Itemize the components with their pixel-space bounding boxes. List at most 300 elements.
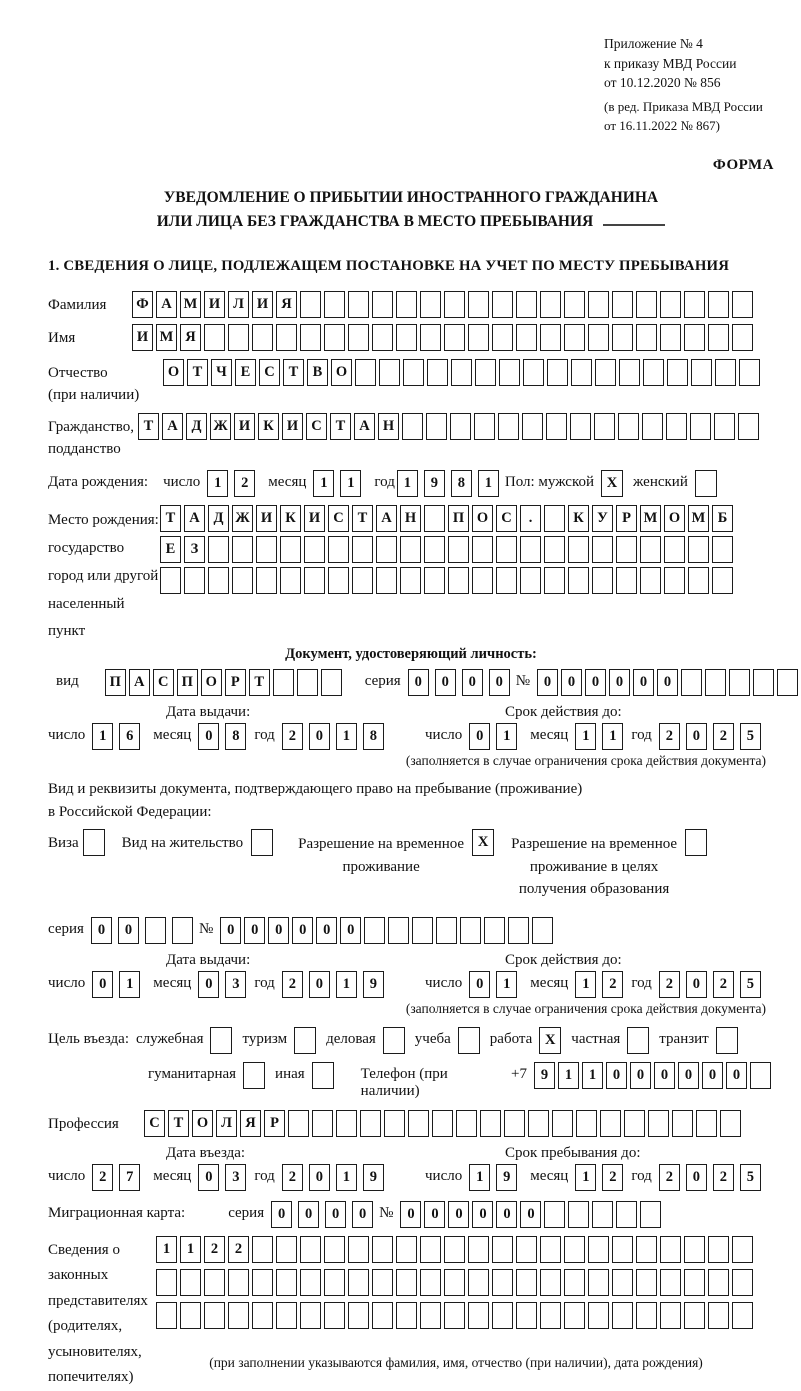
char-cell[interactable] bbox=[444, 1269, 465, 1296]
char-cell[interactable]: 1 bbox=[478, 470, 499, 497]
char-cell[interactable] bbox=[273, 669, 294, 696]
char-cell[interactable]: 0 bbox=[469, 971, 490, 998]
char-cell[interactable] bbox=[280, 536, 301, 563]
char-cell[interactable]: С bbox=[259, 359, 280, 386]
char-cell[interactable] bbox=[708, 1236, 729, 1263]
char-cell[interactable]: 0 bbox=[198, 723, 219, 750]
char-cell[interactable]: А bbox=[156, 291, 177, 318]
char-cell[interactable]: 2 bbox=[204, 1236, 225, 1263]
char-cell[interactable] bbox=[564, 324, 585, 351]
char-cell[interactable] bbox=[732, 324, 753, 351]
char-cell[interactable]: Т bbox=[187, 359, 208, 386]
char-cell[interactable] bbox=[204, 324, 225, 351]
purpose-other-checkbox[interactable] bbox=[312, 1062, 334, 1089]
char-cell[interactable] bbox=[420, 1236, 441, 1263]
char-cell[interactable] bbox=[324, 1236, 345, 1263]
char-cell[interactable] bbox=[396, 324, 417, 351]
sex-female-checkbox[interactable] bbox=[695, 470, 717, 497]
char-cell[interactable]: 1 bbox=[575, 723, 596, 750]
char-cell[interactable] bbox=[232, 567, 253, 594]
char-cell[interactable] bbox=[352, 536, 373, 563]
char-cell[interactable] bbox=[691, 359, 712, 386]
char-cell[interactable]: 1 bbox=[92, 723, 113, 750]
char-cell[interactable]: 0 bbox=[686, 971, 707, 998]
char-cell[interactable] bbox=[300, 1269, 321, 1296]
char-cell[interactable] bbox=[360, 1110, 381, 1137]
char-cell[interactable] bbox=[460, 917, 481, 944]
char-cell[interactable] bbox=[516, 1269, 537, 1296]
char-cell[interactable] bbox=[684, 324, 705, 351]
char-cell[interactable] bbox=[642, 413, 663, 440]
char-cell[interactable] bbox=[753, 669, 774, 696]
char-cell[interactable] bbox=[379, 359, 400, 386]
char-cell[interactable]: Т bbox=[168, 1110, 189, 1137]
char-cell[interactable] bbox=[636, 324, 657, 351]
char-cell[interactable] bbox=[588, 1269, 609, 1296]
char-cell[interactable] bbox=[522, 413, 543, 440]
char-cell[interactable]: А bbox=[162, 413, 183, 440]
char-cell[interactable] bbox=[544, 505, 565, 532]
purpose-business-checkbox[interactable] bbox=[383, 1027, 405, 1054]
char-cell[interactable] bbox=[600, 1110, 621, 1137]
char-cell[interactable]: 3 bbox=[225, 971, 246, 998]
char-cell[interactable]: К bbox=[258, 413, 279, 440]
char-cell[interactable]: 2 bbox=[602, 1164, 623, 1191]
char-cell[interactable]: К bbox=[280, 505, 301, 532]
char-cell[interactable] bbox=[636, 1236, 657, 1263]
char-cell[interactable] bbox=[348, 291, 369, 318]
char-cell[interactable] bbox=[288, 1110, 309, 1137]
char-cell[interactable] bbox=[684, 1302, 705, 1329]
temp-permit-checkbox[interactable]: X bbox=[472, 829, 494, 856]
char-cell[interactable] bbox=[468, 1236, 489, 1263]
char-cell[interactable]: Н bbox=[400, 505, 421, 532]
char-cell[interactable] bbox=[588, 1302, 609, 1329]
char-cell[interactable] bbox=[456, 1110, 477, 1137]
char-cell[interactable] bbox=[321, 669, 342, 696]
char-cell[interactable] bbox=[540, 1269, 561, 1296]
char-cell[interactable] bbox=[472, 567, 493, 594]
char-cell[interactable]: Т bbox=[352, 505, 373, 532]
char-cell[interactable] bbox=[172, 917, 193, 944]
char-cell[interactable] bbox=[516, 1302, 537, 1329]
char-cell[interactable] bbox=[300, 291, 321, 318]
char-cell[interactable] bbox=[684, 1269, 705, 1296]
char-cell[interactable]: 2 bbox=[713, 723, 734, 750]
char-cell[interactable]: С bbox=[144, 1110, 165, 1137]
char-cell[interactable] bbox=[592, 1201, 613, 1228]
char-cell[interactable]: 0 bbox=[678, 1062, 699, 1089]
char-cell[interactable]: 2 bbox=[602, 971, 623, 998]
char-cell[interactable] bbox=[666, 413, 687, 440]
char-cell[interactable]: 0 bbox=[472, 1201, 493, 1228]
char-cell[interactable] bbox=[696, 1110, 717, 1137]
char-cell[interactable]: Н bbox=[378, 413, 399, 440]
char-cell[interactable] bbox=[204, 1302, 225, 1329]
char-cell[interactable]: О bbox=[331, 359, 352, 386]
char-cell[interactable] bbox=[564, 1269, 585, 1296]
char-cell[interactable] bbox=[616, 567, 637, 594]
char-cell[interactable]: 2 bbox=[234, 470, 255, 497]
char-cell[interactable]: З bbox=[184, 536, 205, 563]
char-cell[interactable]: 0 bbox=[686, 723, 707, 750]
purpose-work-checkbox[interactable]: X bbox=[539, 1027, 561, 1054]
char-cell[interactable] bbox=[492, 291, 513, 318]
char-cell[interactable] bbox=[444, 291, 465, 318]
char-cell[interactable] bbox=[708, 291, 729, 318]
char-cell[interactable] bbox=[300, 324, 321, 351]
char-cell[interactable] bbox=[504, 1110, 525, 1137]
purpose-humanitarian-checkbox[interactable] bbox=[243, 1062, 265, 1089]
char-cell[interactable] bbox=[571, 359, 592, 386]
char-cell[interactable]: 2 bbox=[659, 723, 680, 750]
char-cell[interactable] bbox=[444, 1236, 465, 1263]
char-cell[interactable]: 0 bbox=[489, 669, 510, 696]
char-cell[interactable]: 0 bbox=[400, 1201, 421, 1228]
char-cell[interactable] bbox=[712, 536, 733, 563]
char-cell[interactable] bbox=[508, 917, 529, 944]
char-cell[interactable] bbox=[228, 1302, 249, 1329]
char-cell[interactable]: 9 bbox=[534, 1062, 555, 1089]
char-cell[interactable]: 1 bbox=[336, 971, 357, 998]
sex-male-checkbox[interactable]: X bbox=[601, 470, 623, 497]
char-cell[interactable]: О bbox=[201, 669, 222, 696]
char-cell[interactable]: Т bbox=[249, 669, 270, 696]
char-cell[interactable]: У bbox=[592, 505, 613, 532]
residence-permit-checkbox[interactable] bbox=[251, 829, 273, 856]
char-cell[interactable] bbox=[376, 536, 397, 563]
char-cell[interactable] bbox=[516, 324, 537, 351]
char-cell[interactable]: Л bbox=[228, 291, 249, 318]
char-cell[interactable]: 1 bbox=[336, 1164, 357, 1191]
char-cell[interactable]: 2 bbox=[713, 1164, 734, 1191]
char-cell[interactable] bbox=[547, 359, 568, 386]
char-cell[interactable] bbox=[348, 324, 369, 351]
char-cell[interactable] bbox=[492, 324, 513, 351]
char-cell[interactable] bbox=[618, 413, 639, 440]
char-cell[interactable] bbox=[564, 1302, 585, 1329]
char-cell[interactable]: Р bbox=[264, 1110, 285, 1137]
char-cell[interactable] bbox=[312, 1110, 333, 1137]
char-cell[interactable] bbox=[568, 536, 589, 563]
char-cell[interactable]: И bbox=[252, 291, 273, 318]
char-cell[interactable] bbox=[396, 291, 417, 318]
char-cell[interactable] bbox=[468, 291, 489, 318]
char-cell[interactable] bbox=[297, 669, 318, 696]
char-cell[interactable]: 0 bbox=[220, 917, 241, 944]
char-cell[interactable] bbox=[352, 567, 373, 594]
char-cell[interactable] bbox=[492, 1302, 513, 1329]
char-cell[interactable]: А bbox=[354, 413, 375, 440]
char-cell[interactable] bbox=[688, 536, 709, 563]
char-cell[interactable] bbox=[636, 291, 657, 318]
char-cell[interactable] bbox=[420, 1269, 441, 1296]
char-cell[interactable] bbox=[540, 324, 561, 351]
edu-permit-checkbox[interactable] bbox=[685, 829, 707, 856]
char-cell[interactable] bbox=[468, 1302, 489, 1329]
char-cell[interactable]: 0 bbox=[91, 917, 112, 944]
char-cell[interactable]: 0 bbox=[92, 971, 113, 998]
char-cell[interactable]: 6 bbox=[119, 723, 140, 750]
char-cell[interactable]: И bbox=[234, 413, 255, 440]
char-cell[interactable] bbox=[568, 567, 589, 594]
char-cell[interactable]: И bbox=[256, 505, 277, 532]
char-cell[interactable]: 2 bbox=[282, 971, 303, 998]
char-cell[interactable] bbox=[540, 1302, 561, 1329]
char-cell[interactable] bbox=[232, 536, 253, 563]
char-cell[interactable]: О bbox=[192, 1110, 213, 1137]
char-cell[interactable]: К bbox=[568, 505, 589, 532]
char-cell[interactable]: Д bbox=[186, 413, 207, 440]
char-cell[interactable]: 0 bbox=[448, 1201, 469, 1228]
char-cell[interactable] bbox=[252, 324, 273, 351]
char-cell[interactable] bbox=[180, 1269, 201, 1296]
char-cell[interactable]: 0 bbox=[316, 917, 337, 944]
char-cell[interactable] bbox=[588, 291, 609, 318]
char-cell[interactable] bbox=[636, 1302, 657, 1329]
char-cell[interactable]: 1 bbox=[207, 470, 228, 497]
char-cell[interactable] bbox=[448, 536, 469, 563]
char-cell[interactable] bbox=[403, 359, 424, 386]
char-cell[interactable] bbox=[384, 1110, 405, 1137]
purpose-study-checkbox[interactable] bbox=[458, 1027, 480, 1054]
char-cell[interactable] bbox=[420, 1302, 441, 1329]
char-cell[interactable]: И bbox=[304, 505, 325, 532]
char-cell[interactable] bbox=[564, 1236, 585, 1263]
char-cell[interactable]: Р bbox=[616, 505, 637, 532]
char-cell[interactable] bbox=[448, 567, 469, 594]
char-cell[interactable] bbox=[408, 1110, 429, 1137]
char-cell[interactable] bbox=[640, 536, 661, 563]
char-cell[interactable] bbox=[624, 1110, 645, 1137]
char-cell[interactable] bbox=[714, 413, 735, 440]
char-cell[interactable] bbox=[750, 1062, 771, 1089]
char-cell[interactable]: 0 bbox=[520, 1201, 541, 1228]
char-cell[interactable] bbox=[688, 567, 709, 594]
char-cell[interactable] bbox=[498, 413, 519, 440]
char-cell[interactable] bbox=[364, 917, 385, 944]
char-cell[interactable]: П bbox=[105, 669, 126, 696]
char-cell[interactable]: 1 bbox=[558, 1062, 579, 1089]
char-cell[interactable] bbox=[402, 413, 423, 440]
char-cell[interactable] bbox=[252, 1269, 273, 1296]
char-cell[interactable]: С bbox=[153, 669, 174, 696]
char-cell[interactable]: 0 bbox=[309, 1164, 330, 1191]
char-cell[interactable] bbox=[570, 413, 591, 440]
char-cell[interactable]: 9 bbox=[424, 470, 445, 497]
char-cell[interactable] bbox=[708, 1269, 729, 1296]
char-cell[interactable] bbox=[612, 324, 633, 351]
char-cell[interactable]: 0 bbox=[469, 723, 490, 750]
char-cell[interactable] bbox=[612, 1269, 633, 1296]
char-cell[interactable] bbox=[355, 359, 376, 386]
char-cell[interactable] bbox=[592, 567, 613, 594]
char-cell[interactable]: 1 bbox=[336, 723, 357, 750]
char-cell[interactable]: 2 bbox=[659, 971, 680, 998]
char-cell[interactable]: 0 bbox=[609, 669, 630, 696]
char-cell[interactable] bbox=[300, 1302, 321, 1329]
char-cell[interactable]: 9 bbox=[496, 1164, 517, 1191]
char-cell[interactable] bbox=[450, 413, 471, 440]
char-cell[interactable] bbox=[424, 536, 445, 563]
char-cell[interactable] bbox=[324, 1269, 345, 1296]
char-cell[interactable]: С bbox=[306, 413, 327, 440]
char-cell[interactable] bbox=[252, 1236, 273, 1263]
char-cell[interactable] bbox=[336, 1110, 357, 1137]
char-cell[interactable]: 1 bbox=[180, 1236, 201, 1263]
char-cell[interactable]: 2 bbox=[228, 1236, 249, 1263]
char-cell[interactable] bbox=[520, 536, 541, 563]
char-cell[interactable] bbox=[400, 567, 421, 594]
char-cell[interactable]: 1 bbox=[496, 971, 517, 998]
char-cell[interactable] bbox=[496, 536, 517, 563]
char-cell[interactable]: 0 bbox=[244, 917, 265, 944]
char-cell[interactable]: 1 bbox=[313, 470, 334, 497]
char-cell[interactable]: 0 bbox=[292, 917, 313, 944]
char-cell[interactable] bbox=[732, 1236, 753, 1263]
char-cell[interactable] bbox=[636, 1269, 657, 1296]
char-cell[interactable]: Д bbox=[208, 505, 229, 532]
char-cell[interactable]: 0 bbox=[702, 1062, 723, 1089]
char-cell[interactable] bbox=[732, 291, 753, 318]
char-cell[interactable] bbox=[276, 1269, 297, 1296]
char-cell[interactable] bbox=[276, 1236, 297, 1263]
char-cell[interactable]: О bbox=[163, 359, 184, 386]
char-cell[interactable] bbox=[252, 1302, 273, 1329]
char-cell[interactable] bbox=[492, 1269, 513, 1296]
char-cell[interactable] bbox=[739, 359, 760, 386]
char-cell[interactable] bbox=[660, 324, 681, 351]
char-cell[interactable] bbox=[496, 567, 517, 594]
char-cell[interactable] bbox=[372, 291, 393, 318]
char-cell[interactable]: 0 bbox=[726, 1062, 747, 1089]
char-cell[interactable]: 5 bbox=[740, 723, 761, 750]
char-cell[interactable]: 0 bbox=[496, 1201, 517, 1228]
char-cell[interactable] bbox=[304, 536, 325, 563]
char-cell[interactable] bbox=[516, 1236, 537, 1263]
char-cell[interactable] bbox=[484, 917, 505, 944]
char-cell[interactable]: Ж bbox=[210, 413, 231, 440]
char-cell[interactable]: 1 bbox=[575, 971, 596, 998]
char-cell[interactable] bbox=[612, 1236, 633, 1263]
char-cell[interactable] bbox=[184, 567, 205, 594]
char-cell[interactable]: 1 bbox=[602, 723, 623, 750]
char-cell[interactable]: 0 bbox=[309, 723, 330, 750]
char-cell[interactable]: А bbox=[184, 505, 205, 532]
char-cell[interactable] bbox=[540, 291, 561, 318]
char-cell[interactable]: О bbox=[664, 505, 685, 532]
char-cell[interactable]: 2 bbox=[282, 1164, 303, 1191]
char-cell[interactable]: 0 bbox=[435, 669, 456, 696]
char-cell[interactable]: 0 bbox=[657, 669, 678, 696]
char-cell[interactable] bbox=[715, 359, 736, 386]
char-cell[interactable] bbox=[544, 1201, 565, 1228]
char-cell[interactable] bbox=[708, 1302, 729, 1329]
char-cell[interactable] bbox=[667, 359, 688, 386]
char-cell[interactable] bbox=[660, 1236, 681, 1263]
char-cell[interactable] bbox=[475, 359, 496, 386]
char-cell[interactable]: 0 bbox=[340, 917, 361, 944]
purpose-transit-checkbox[interactable] bbox=[716, 1027, 738, 1054]
char-cell[interactable] bbox=[276, 1302, 297, 1329]
char-cell[interactable] bbox=[612, 291, 633, 318]
char-cell[interactable]: Т bbox=[160, 505, 181, 532]
char-cell[interactable] bbox=[280, 567, 301, 594]
char-cell[interactable]: М bbox=[640, 505, 661, 532]
char-cell[interactable] bbox=[228, 1269, 249, 1296]
char-cell[interactable] bbox=[612, 1302, 633, 1329]
char-cell[interactable]: 8 bbox=[363, 723, 384, 750]
char-cell[interactable]: 9 bbox=[363, 1164, 384, 1191]
char-cell[interactable]: 0 bbox=[585, 669, 606, 696]
char-cell[interactable]: 0 bbox=[271, 1201, 292, 1228]
char-cell[interactable] bbox=[520, 567, 541, 594]
char-cell[interactable] bbox=[372, 1302, 393, 1329]
char-cell[interactable]: 9 bbox=[363, 971, 384, 998]
char-cell[interactable]: 0 bbox=[606, 1062, 627, 1089]
char-cell[interactable] bbox=[640, 1201, 661, 1228]
char-cell[interactable] bbox=[256, 567, 277, 594]
char-cell[interactable] bbox=[616, 536, 637, 563]
char-cell[interactable] bbox=[204, 1269, 225, 1296]
char-cell[interactable] bbox=[648, 1110, 669, 1137]
char-cell[interactable] bbox=[660, 291, 681, 318]
char-cell[interactable] bbox=[595, 359, 616, 386]
char-cell[interactable] bbox=[732, 1302, 753, 1329]
char-cell[interactable]: 1 bbox=[582, 1062, 603, 1089]
char-cell[interactable]: В bbox=[307, 359, 328, 386]
char-cell[interactable] bbox=[256, 536, 277, 563]
char-cell[interactable] bbox=[532, 917, 553, 944]
char-cell[interactable] bbox=[451, 359, 472, 386]
char-cell[interactable]: 0 bbox=[352, 1201, 373, 1228]
char-cell[interactable] bbox=[396, 1269, 417, 1296]
char-cell[interactable]: 2 bbox=[92, 1164, 113, 1191]
char-cell[interactable] bbox=[468, 324, 489, 351]
char-cell[interactable]: 2 bbox=[659, 1164, 680, 1191]
char-cell[interactable] bbox=[208, 536, 229, 563]
char-cell[interactable] bbox=[777, 669, 798, 696]
char-cell[interactable] bbox=[619, 359, 640, 386]
char-cell[interactable]: 5 bbox=[740, 1164, 761, 1191]
char-cell[interactable] bbox=[424, 567, 445, 594]
char-cell[interactable] bbox=[712, 567, 733, 594]
char-cell[interactable]: 8 bbox=[225, 723, 246, 750]
char-cell[interactable] bbox=[690, 413, 711, 440]
char-cell[interactable] bbox=[684, 1236, 705, 1263]
char-cell[interactable]: И bbox=[282, 413, 303, 440]
char-cell[interactable]: 0 bbox=[424, 1201, 445, 1228]
char-cell[interactable]: 8 bbox=[451, 470, 472, 497]
char-cell[interactable]: 0 bbox=[630, 1062, 651, 1089]
char-cell[interactable] bbox=[396, 1236, 417, 1263]
char-cell[interactable]: 0 bbox=[408, 669, 429, 696]
char-cell[interactable]: И bbox=[132, 324, 153, 351]
char-cell[interactable]: 0 bbox=[561, 669, 582, 696]
purpose-tourism-checkbox[interactable] bbox=[294, 1027, 316, 1054]
char-cell[interactable] bbox=[396, 1302, 417, 1329]
char-cell[interactable] bbox=[328, 567, 349, 594]
char-cell[interactable] bbox=[640, 567, 661, 594]
char-cell[interactable] bbox=[156, 1269, 177, 1296]
char-cell[interactable]: М bbox=[688, 505, 709, 532]
char-cell[interactable] bbox=[376, 567, 397, 594]
char-cell[interactable] bbox=[324, 1302, 345, 1329]
char-cell[interactable] bbox=[729, 669, 750, 696]
char-cell[interactable] bbox=[420, 324, 441, 351]
char-cell[interactable]: 1 bbox=[340, 470, 361, 497]
char-cell[interactable]: Я bbox=[276, 291, 297, 318]
